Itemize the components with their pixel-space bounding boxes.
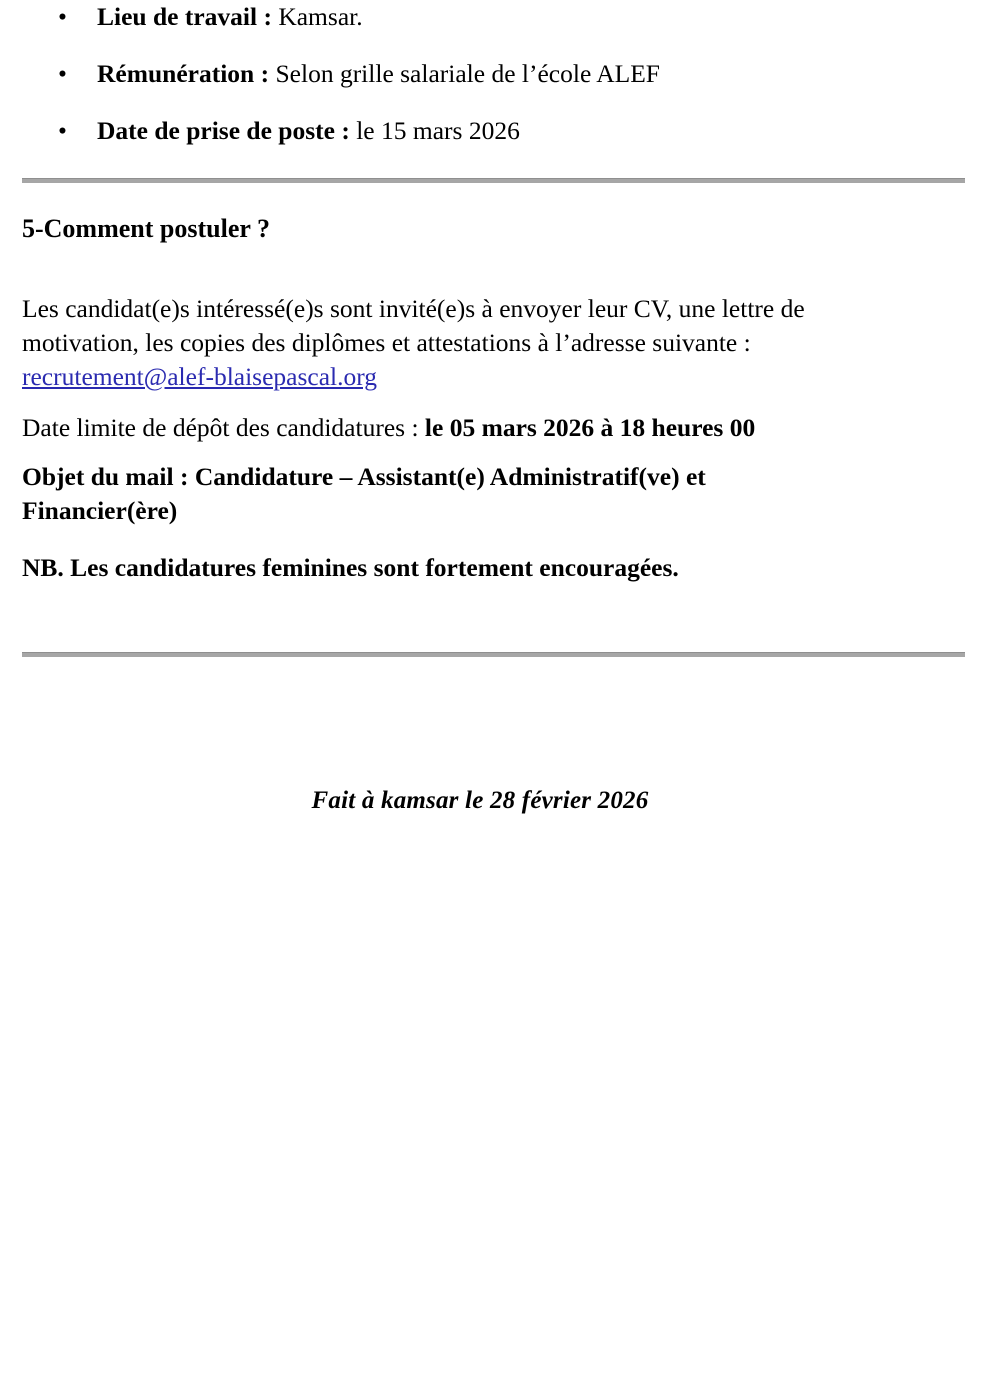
apply-instructions-text: Les candidat(e)s intéressé(e)s sont invité(e)s à envoyer leur CV, une lettre de motivation, les copies des diplômes et attestations à l’adresse suivante : [22, 293, 805, 357]
bullet-icon: • [58, 59, 67, 89]
note-paragraph: NB. Les candidatures feminines sont fortement encouragées. [22, 552, 679, 582]
detail-value: Kamsar. [271, 2, 363, 31]
list-item [0, 2, 982, 32]
detail-value: Selon grille salariale de l’école ALEF [269, 59, 660, 89]
application-deadline-paragraph [22, 411, 902, 445]
detail-value: le 15 mars 2026 [349, 116, 520, 146]
recruitment-email-link[interactable]: recrutement@alef-blaisepascal.org [22, 361, 378, 391]
mail-subject-paragraph: Objet du mail : Candidature – Assistant(e) Administratif(ve) et Financier(ère) [22, 461, 706, 525]
list-item [0, 116, 982, 146]
deadline-value: le 05 mars 2026 à 18 heures 00 [424, 412, 756, 442]
horizontal-divider-bottom [22, 652, 965, 657]
detail-label: Rémunération : [97, 59, 270, 89]
detail-label: Date de prise de poste : [97, 116, 350, 146]
section-heading-how-to-apply: 5-Comment postuler ? [22, 214, 270, 243]
detail-label: Lieu de travail : [97, 2, 272, 31]
deadline-label: Date limite de dépôt des candidatures : [22, 412, 425, 442]
signature-line [0, 787, 982, 815]
apply-instructions-paragraph [22, 292, 902, 394]
bullet-icon: • [58, 2, 67, 31]
bullet-icon: • [58, 116, 67, 146]
job-details-list [0, 0, 982, 146]
signature-text: Fait à kamsar le 28 février 2026 [311, 787, 649, 814]
horizontal-divider-top [22, 178, 965, 183]
list-item [0, 59, 982, 89]
